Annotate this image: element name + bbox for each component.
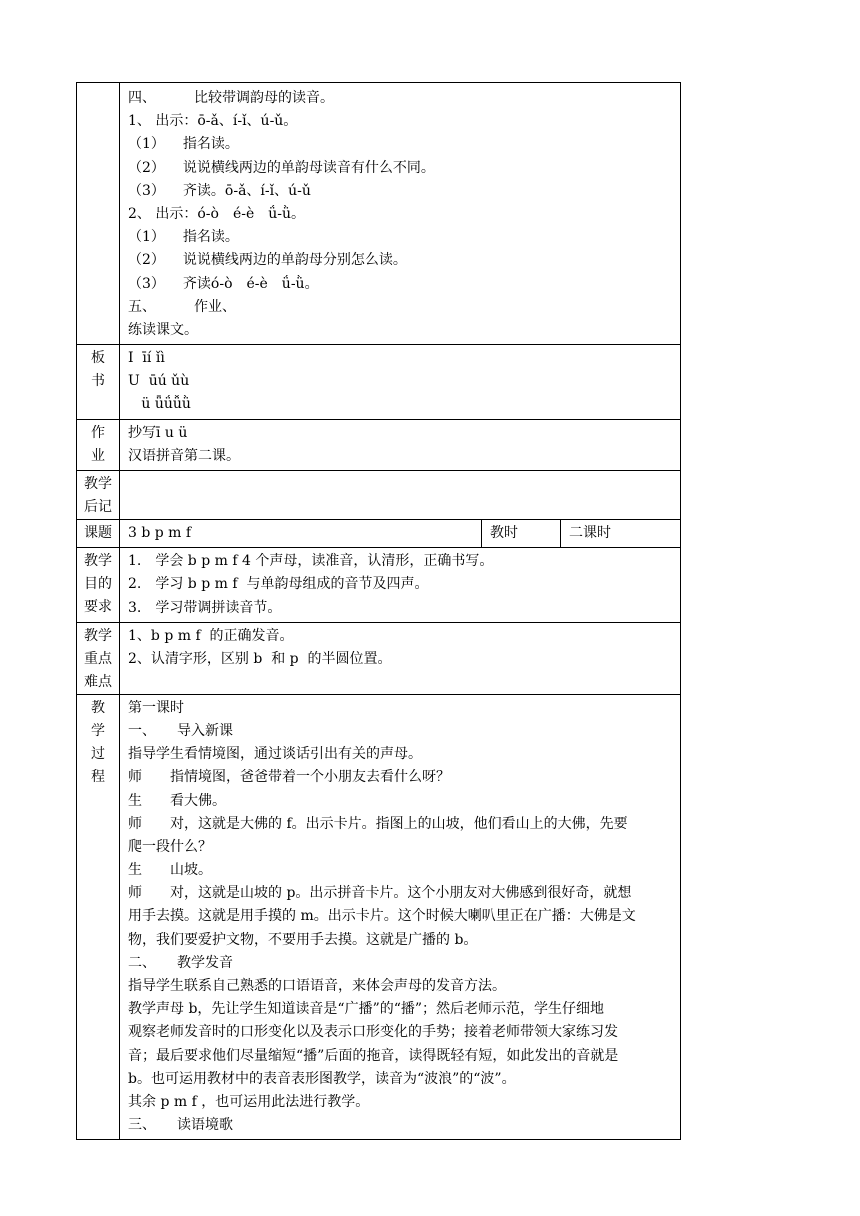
process-line: 师 对，这就是山坡的 p。出示拼音卡片。这个小朋友对大佛感到很好奇，就想	[128, 885, 632, 902]
text-line: 练读课文。	[128, 321, 198, 338]
process-line: 观察老师发音时的口形变化以及表示口形变化的手势；接着老师带领大家练习发	[128, 1024, 618, 1041]
lesson-plan-table	[76, 82, 681, 1140]
lesson-count-value: 二课时	[561, 520, 681, 548]
goal-item: 3. 学习带调拼读音节。	[128, 599, 282, 616]
process-line: 指导学生联系自己熟悉的口语语音，来体会声母的发音方法。	[128, 978, 506, 995]
keypoint-line: 1、b p m f 的正确发音。	[128, 627, 294, 644]
keypoints-row	[77, 622, 681, 694]
text-line: 四、 比较带调韵母的读音。	[128, 90, 334, 106]
board-line-u: U ūú ǔù	[128, 373, 190, 390]
process-line: 物，我们要爱护文物，不要用手去摸。这就是广播的 b。	[128, 931, 478, 948]
process-line: 指导学生看情境图，通过谈话引出有关的声母。	[128, 746, 422, 763]
keypoint-line: 2、认清字形，区别 b 和 p 的半圆位置。	[128, 650, 392, 667]
topic-row	[77, 520, 681, 548]
process-line: 三、 读语境歌	[128, 1117, 233, 1134]
process-line: 生 看大佛。	[128, 792, 226, 809]
process-line: 二、 教学发音	[128, 954, 233, 971]
process-line: 用手去摸。这就是用手摸的 m。出示卡片。这个时候大喇叭里正在广播：大佛是文	[128, 908, 636, 925]
text-line: （3） 齐读ó-ò é-è ǘ-ǜ。	[128, 275, 319, 292]
text-line: 1、 出示：ō-ǎ、í-ǐ、ú-ǔ。	[128, 113, 298, 130]
topic-label: 课题	[77, 520, 120, 548]
text-line: 五、 作业、	[128, 298, 236, 315]
process-line: 爬一段什么？	[128, 838, 212, 855]
process-line: 教学声母 b，先让学生知道读音是“广播”的“播”；然后老师示范，学生仔细地	[128, 1001, 605, 1018]
board-label: 板 书	[77, 345, 120, 420]
lesson-plan-page	[76, 82, 680, 1140]
process-line: 一、 导入新课	[128, 722, 233, 739]
goals-content	[120, 548, 681, 623]
text-line: （1） 指名读。	[128, 136, 239, 153]
reflection-content	[120, 471, 681, 520]
board-line-v: ü ǖǘǚǜ	[128, 396, 191, 413]
process-line: 其余 p m f ，也可运用此法进行教学。	[128, 1093, 370, 1110]
homework-row	[77, 419, 681, 470]
homework-content	[120, 419, 681, 470]
goals-label: 教学 目的 要求	[77, 548, 120, 623]
process-line: 音；最后要求他们尽量缩短“播”后面的拖音，读得既轻有短，如此发出的音就是	[128, 1047, 619, 1064]
reflection-label: 教学 后记	[77, 471, 120, 520]
goal-item: 2. 学习 b p m f 与单韵母组成的音节及四声。	[128, 576, 429, 593]
text-line: 2、 出示：ó-ò é-è ǘ-ǜ。	[128, 205, 306, 222]
reflection-row	[77, 471, 681, 520]
homework-line: 抄写ī u ü	[128, 424, 188, 441]
process-line: 生 山坡。	[128, 862, 212, 879]
board-line-i: I īí ǐì	[128, 350, 165, 367]
empty-label-cell	[77, 83, 120, 345]
lesson-count-label: 教时	[482, 520, 561, 548]
compare-tones-content	[120, 83, 681, 345]
homework-label: 作 业	[77, 419, 120, 470]
board-content	[120, 345, 681, 420]
process-line: b。也可运用教材中的表音表形图教学，读音为“波浪”的“波”。	[128, 1070, 516, 1087]
process-content	[120, 694, 681, 1140]
goals-row	[77, 548, 681, 623]
process-line: 第一课时	[128, 699, 184, 716]
process-label: 教 学 过 程	[77, 694, 120, 1140]
topic-value: 3 b p m f	[120, 520, 482, 548]
text-line: （2） 说说横线两边的单韵母分别怎么读。	[128, 252, 407, 269]
section-compare-tones-row	[77, 83, 681, 345]
text-line: （2） 说说横线两边的单韵母读音有什么不同。	[128, 159, 435, 176]
text-line: （3） 齐读。ō-ǎ、í-ǐ、ú-ǔ	[128, 182, 311, 199]
process-line: 师 对，这就是大佛的 f。出示卡片。指图上的山坡，他们看山上的大佛，先要	[128, 815, 628, 832]
process-line: 师 指情境图，爸爸带着一个小朋友去看什么呀？	[128, 769, 450, 786]
homework-line: 汉语拼音第二课。	[128, 447, 240, 464]
text-line: （1） 指名读。	[128, 229, 239, 246]
keypoints-label: 教学 重点 难点	[77, 622, 120, 694]
goal-item: 1. 学会 b p m f 4 个声母，读准音，认清形，正确书写。	[128, 553, 494, 570]
board-row	[77, 345, 681, 420]
keypoints-content	[120, 622, 681, 694]
process-row	[77, 694, 681, 1140]
